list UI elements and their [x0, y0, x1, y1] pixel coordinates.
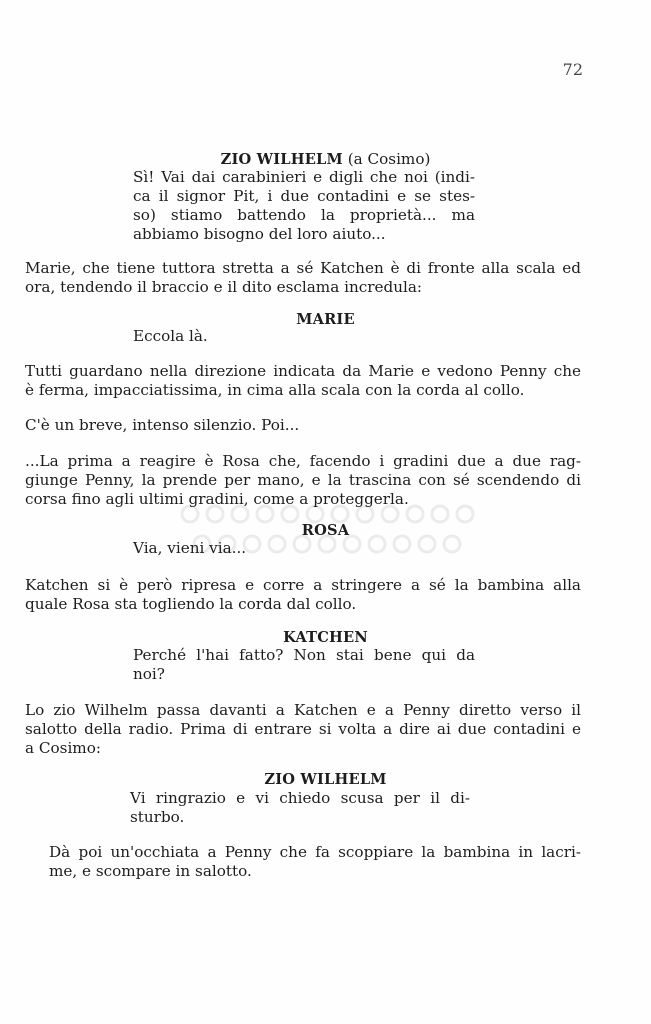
dialogue [130, 789, 470, 827]
stage-paragraph [25, 259, 581, 297]
dialogue-line: Via, vieni via... [133, 539, 247, 557]
paragraph-line: giunge Penny, la prende per mano, e la trascina con sé scendendo di [25, 471, 581, 489]
dialogue-line: ca il signor Pit, i due contadini e se stes- [133, 187, 475, 205]
dialogue-line: Perché l'hai fatto? Non stai bene qui da [133, 646, 475, 664]
paragraph-line: salotto della radio. Prima di entrare si volta a dire ai due contadini e [25, 720, 581, 738]
paragraph-line: Marie, che tiene tuttora stretta a sé Katchen è di fronte alla scala ed [25, 259, 581, 277]
dialogue-line: Eccola là. [133, 327, 208, 345]
speaker-heading [0, 770, 651, 789]
stage-paragraph [25, 701, 581, 758]
paragraph-line: me, e scompare in salotto. [49, 862, 252, 880]
paragraph-line: quale Rosa sta togliendo la corda dal collo. [25, 595, 357, 613]
dialogue-line: Vi ringrazio e vi chiedo scusa per il di- [130, 789, 470, 807]
page-number: 72 [562, 60, 583, 79]
paragraph-line: C'è un breve, intenso silenzio. Poi... [25, 416, 300, 434]
dialogue-line: noi? [133, 665, 165, 683]
dialogue [133, 327, 475, 346]
speaker-heading [0, 150, 651, 169]
speaker-heading [0, 628, 651, 647]
paragraph-line: ...La prima a reagire è Rosa che, facendo i gradini due a due rag- [25, 452, 581, 470]
stage-direction: (a Cosimo) [342, 150, 431, 168]
paragraph-line: ora, tendendo il braccio e il dito esclama incredula: [25, 278, 423, 296]
paragraph-line: Lo zio Wilhelm passa davanti a Katchen e a Penny diretto verso il [25, 701, 581, 719]
dialogue [133, 539, 475, 558]
paragraph-line: Tutti guardano nella direzione indicata da Marie e vedono Penny che [25, 362, 581, 380]
paragraph-line: è ferma, impacciatissima, in cima alla scala con la corda al collo. [25, 381, 525, 399]
speaker-heading [0, 521, 651, 540]
dialogue-line: abbiamo bisogno del loro aiuto... [133, 225, 386, 243]
speaker-name: ZIO WILHELM [220, 151, 343, 168]
dialogue-line: so) stiamo battendo la proprietà... ma [133, 206, 475, 224]
speaker-name: MARIE [296, 311, 355, 328]
paragraph-line: corsa fino agli ultimi gradini, come a proteggerla. [25, 490, 409, 508]
stage-paragraph [25, 416, 581, 435]
speaker-name: KATCHEN [283, 629, 368, 646]
stage-paragraph [25, 452, 581, 509]
stage-paragraph [25, 576, 581, 614]
stage-paragraph [25, 362, 581, 400]
dialogue [133, 168, 475, 244]
dialogue-line: Sì! Vai dai carabinieri e digli che noi (indi- [133, 168, 475, 186]
paragraph-line: Dà poi un'occhiata a Penny che fa scoppiare la bambina in lacri- [49, 843, 581, 861]
speaker-name: ROSA [301, 522, 350, 539]
paragraph-line: a Cosimo: [25, 739, 101, 757]
speaker-name: ZIO WILHELM [264, 771, 387, 788]
dialogue-line: sturbo. [130, 808, 185, 826]
stage-paragraph [49, 843, 581, 881]
dialogue [133, 646, 475, 684]
paragraph-line: Katchen si è però ripresa e corre a stringere a sé la bambina alla [25, 576, 581, 594]
